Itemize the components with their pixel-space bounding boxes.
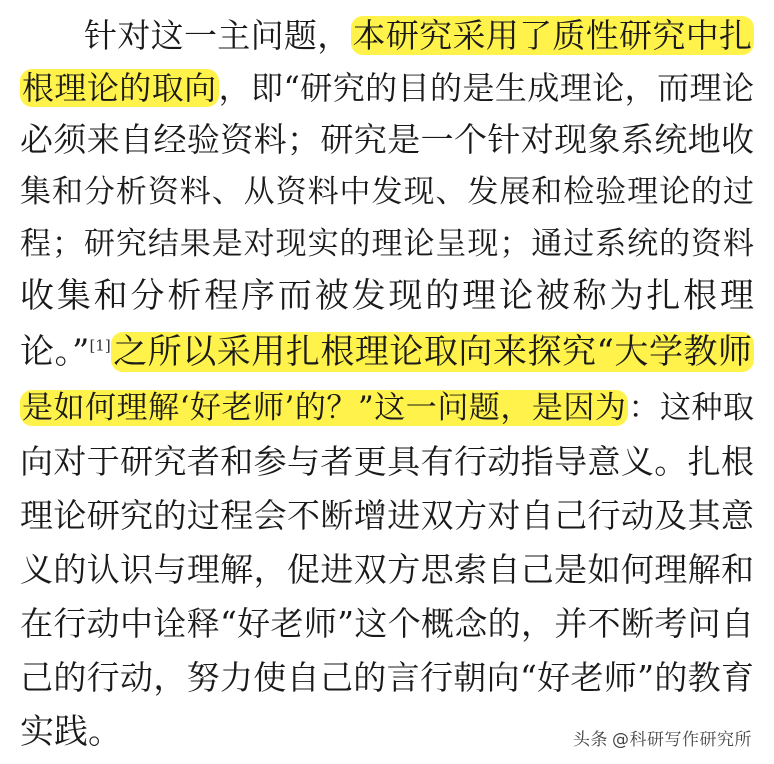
watermark-account: 科研写作研究所 (629, 730, 752, 750)
line-text: ，即“研究的目的是生成理论，而理论 (218, 69, 754, 107)
line-text: 论。” (20, 332, 90, 372)
watermark-platform: 头条 (573, 730, 608, 750)
text-line (20, 218, 754, 270)
text-line (20, 436, 754, 488)
watermark-at: @ (612, 730, 630, 750)
text-line (20, 62, 754, 114)
line-text: 针对这一主问题， (84, 16, 351, 55)
highlighted-text: 是如何理解‘好老师’的？”这一问题，是因为 (22, 390, 627, 426)
text-line (20, 270, 754, 322)
text-line (20, 326, 754, 378)
text-line (84, 10, 754, 62)
line-text: 己的行动，努力使自己的言行朝向“好老师”的教育 (20, 658, 754, 697)
highlighted-text: 本研究采用了质性研究中扎 (352, 16, 753, 55)
highlighted-text: 之所以采用扎根理论取向来探究“大学教师 (112, 332, 752, 372)
line-text: 收集和分析程序而被发现的理论被称为扎根理 (20, 276, 754, 316)
line-text: 向对于研究者和参与者更具有行动指导意义。扎根 (20, 442, 754, 481)
citation-marker: [1] (89, 336, 111, 355)
line-text: 必须来自经验资料；研究是一个针对现象系统地收 (20, 120, 754, 159)
highlighted-text: 根理论的取向 (22, 69, 217, 107)
watermark (573, 725, 752, 750)
text-line (20, 114, 754, 166)
text-line (20, 544, 754, 596)
line-text: 理论研究的过程会不断增进双方对自己行动及其意 (20, 496, 754, 535)
text-line (20, 652, 754, 704)
text-line (20, 598, 754, 650)
text-line (20, 490, 754, 542)
line-text: 程；研究结果是对现实的理论呈现；通过系统的资料 (20, 226, 754, 262)
line-text: ：这种取 (628, 390, 754, 426)
line-text: 实践。 (20, 712, 122, 752)
line-text: 在行动中诠释“好老师”这个概念的，并不断考问自 (20, 604, 754, 643)
text-line (20, 166, 754, 218)
line-text: 集和分析资料、从资料中发现、发展和检验理论的过 (20, 174, 754, 210)
line-text: 义的认识与理解，促进双方思索自己是如何理解和 (20, 550, 754, 589)
text-line (20, 382, 754, 434)
